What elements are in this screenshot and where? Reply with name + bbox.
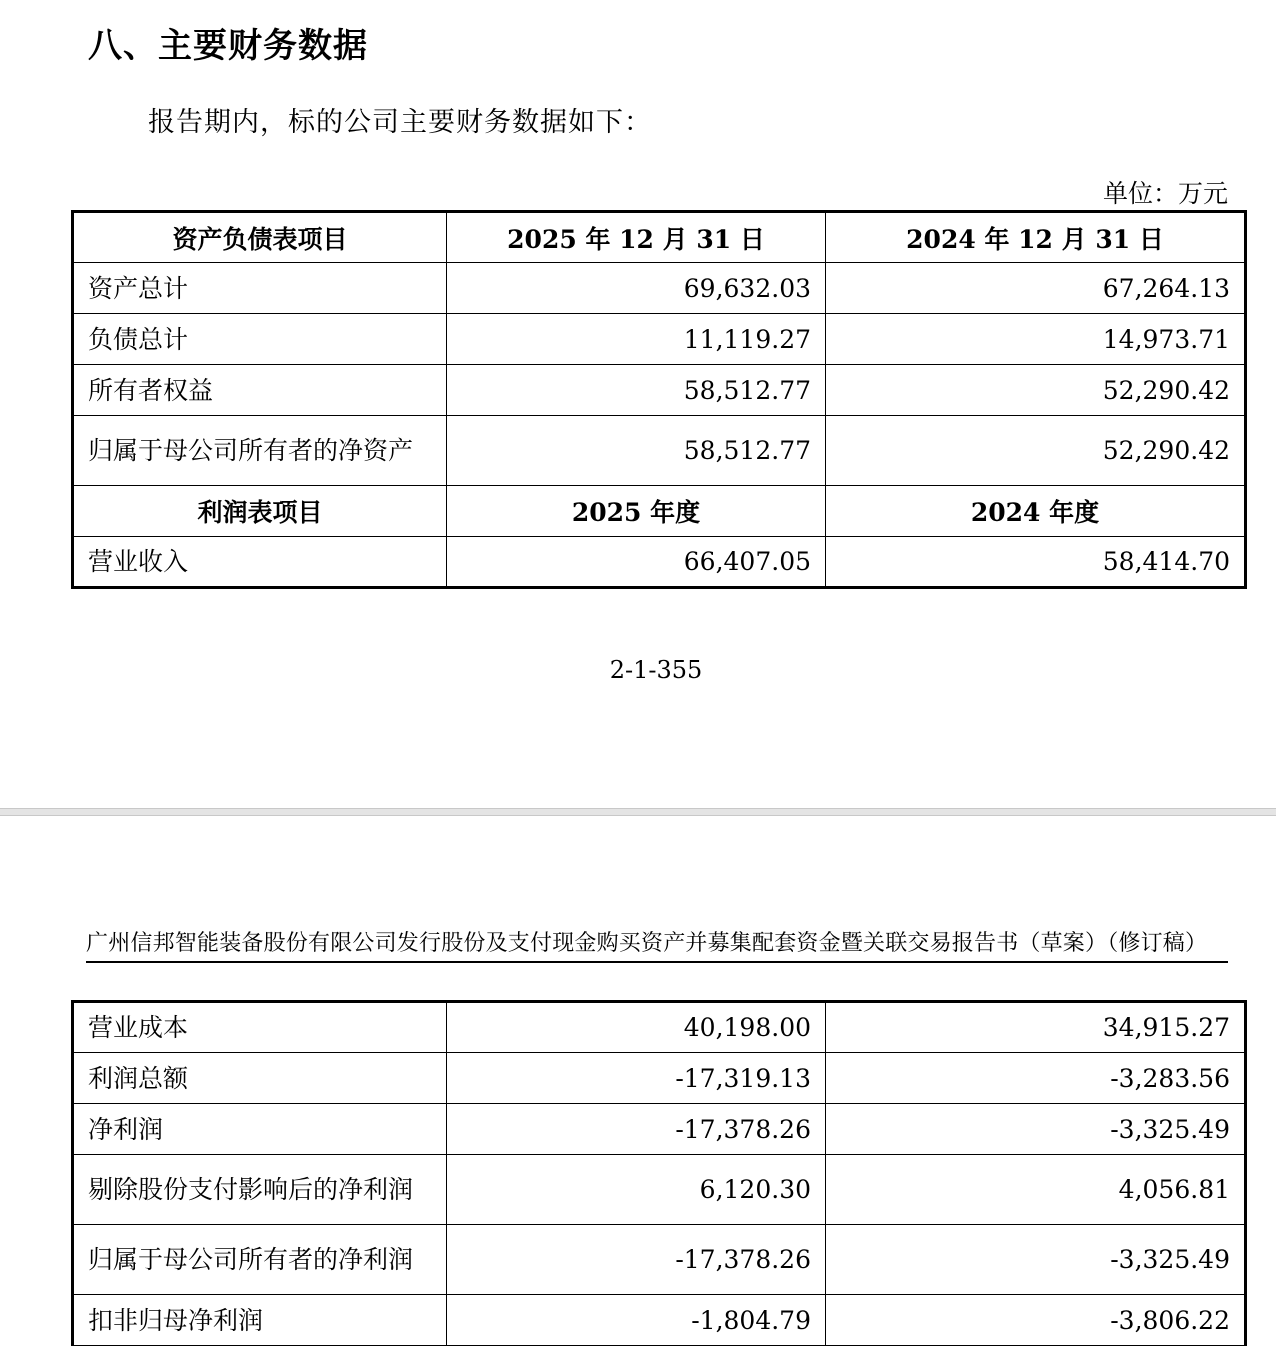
value-2025: -17,319.13: [447, 1053, 826, 1104]
column-header-2024: 2024 年 12 月 31 日: [826, 212, 1246, 263]
table-row: [73, 1225, 1246, 1295]
value-2024: -3,283.56: [826, 1053, 1246, 1104]
section-title: 八、主要财务数据: [88, 26, 368, 66]
table-header-row: [73, 212, 1246, 263]
value-2024: 52,290.42: [826, 416, 1246, 486]
row-label: 所有者权益: [73, 365, 447, 416]
value-2025: 58,512.77: [447, 365, 826, 416]
row-label: 净利润: [73, 1104, 447, 1155]
value-2025: 69,632.03: [447, 263, 826, 314]
value-2025: -17,378.26: [447, 1225, 826, 1295]
value-2024: -3,806.22: [826, 1295, 1246, 1346]
intro-paragraph: 报告期内，标的公司主要财务数据如下：: [148, 107, 652, 138]
column-header-2025: 2025 年 12 月 31 日: [447, 212, 826, 263]
value-2024: 67,264.13: [826, 263, 1246, 314]
value-2024: 4,056.81: [826, 1155, 1246, 1225]
column-header-2025: 2025 年度: [447, 486, 826, 537]
table-row: [73, 1053, 1246, 1104]
value-2025: 40,198.00: [447, 1002, 826, 1053]
page-divider: [0, 808, 1276, 816]
value-2024: 58,414.70: [826, 537, 1246, 588]
table-row: [73, 1104, 1246, 1155]
page-number: 2-1-355: [609, 656, 703, 684]
value-2025: -1,804.79: [447, 1295, 826, 1346]
value-2025: 11,119.27: [447, 314, 826, 365]
row-label: 营业成本: [73, 1002, 447, 1053]
unit-label: 单位：万元: [1102, 179, 1228, 208]
row-label: 归属于母公司所有者的净利润: [73, 1225, 447, 1295]
row-label: 归属于母公司所有者的净资产: [73, 416, 447, 486]
value-2024: 14,973.71: [826, 314, 1246, 365]
value-2025: 58,512.77: [447, 416, 826, 486]
value-2024: 52,290.42: [826, 365, 1246, 416]
income-header-row: [73, 486, 1246, 537]
value-2025: 6,120.30: [447, 1155, 826, 1225]
row-label: 负债总计: [73, 314, 447, 365]
value-2024: -3,325.49: [826, 1225, 1246, 1295]
row-label: 扣非归母净利润: [73, 1295, 447, 1346]
table-row: [73, 263, 1246, 314]
column-header-item: 资产负债表项目: [73, 212, 447, 263]
running-header: 广州信邦智能装备股份有限公司发行股份及支付现金购买资产并募集配套资金暨关联交易报告书（草案）（修订稿）: [86, 926, 1228, 963]
column-header-2024: 2024 年度: [826, 486, 1246, 537]
table-row: [73, 1155, 1246, 1225]
balance-sheet-table: [71, 210, 1247, 589]
value-2024: -3,325.49: [826, 1104, 1246, 1155]
row-label: 资产总计: [73, 263, 447, 314]
value-2024: 34,915.27: [826, 1002, 1246, 1053]
value-2025: 66,407.05: [447, 537, 826, 588]
table-row: [73, 537, 1246, 588]
value-2025: -17,378.26: [447, 1104, 826, 1155]
income-statement-table-continued: [71, 1000, 1247, 1346]
row-label: 营业收入: [73, 537, 447, 588]
table-row: [73, 365, 1246, 416]
row-label: 利润总额: [73, 1053, 447, 1104]
table-row: [73, 1295, 1246, 1346]
table-row: [73, 416, 1246, 486]
column-header-item: 利润表项目: [73, 486, 447, 537]
table-row: [73, 1002, 1246, 1053]
row-label: 剔除股份支付影响后的净利润: [73, 1155, 447, 1225]
table-row: [73, 314, 1246, 365]
